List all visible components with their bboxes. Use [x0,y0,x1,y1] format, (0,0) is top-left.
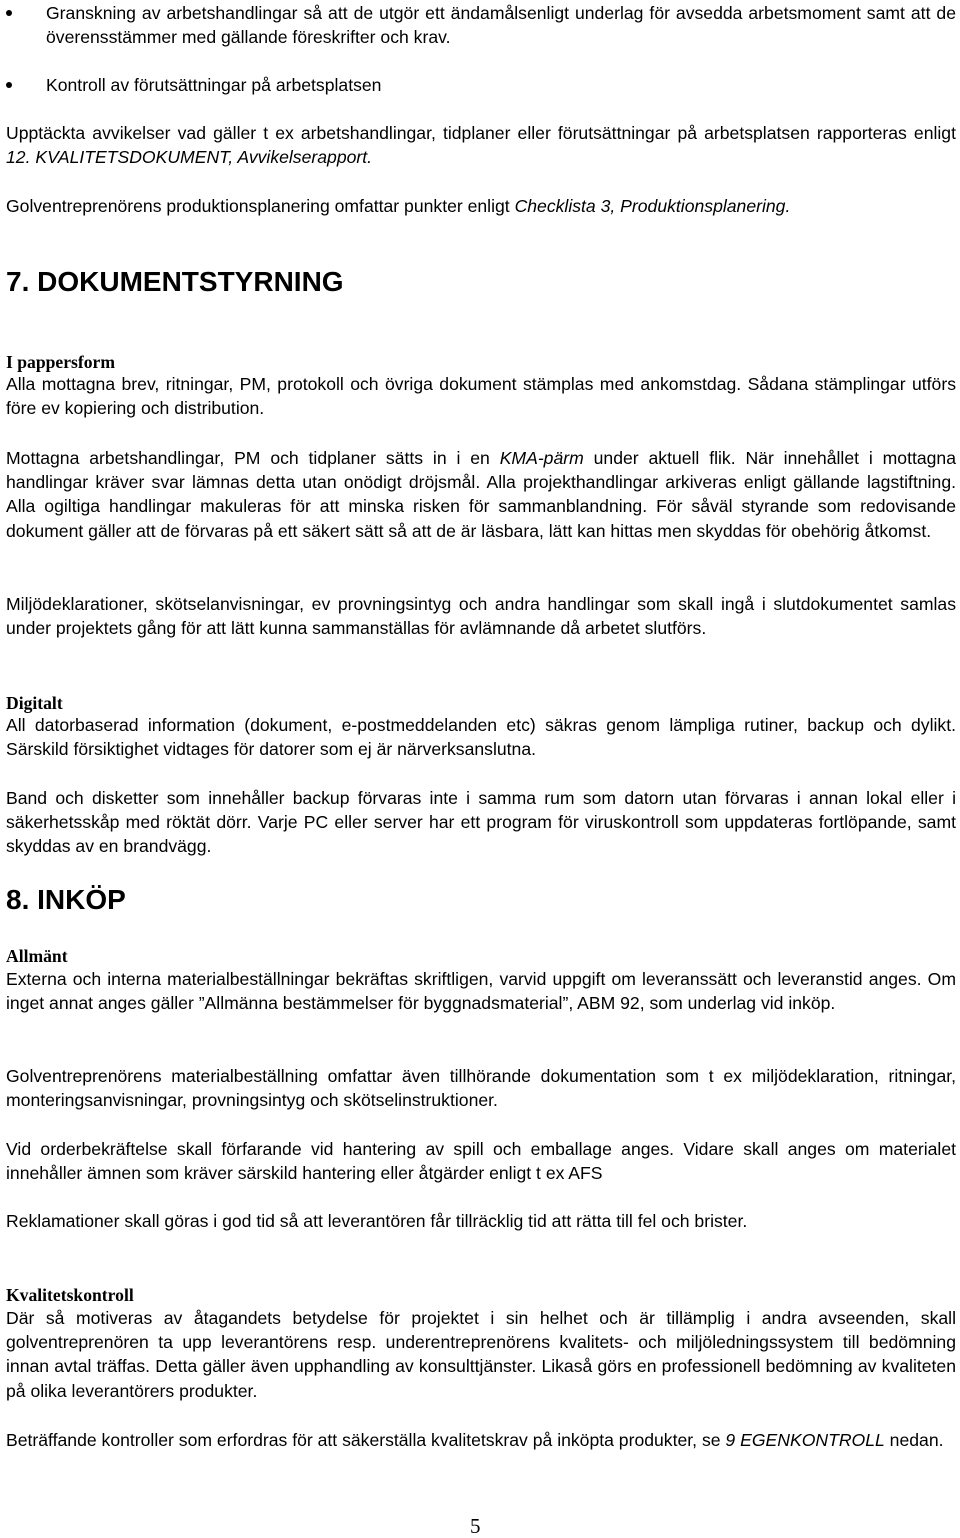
document-reference: 12. KVALITETSDOKUMENT, Avvikelserapport. [6,147,373,168]
paragraph: Där så motiveras av åtagandets betydelse för projektet i sin helhet och är tillämplig i andra avseenden, skall golventreprenören ta upp leverantörens resp. underentreprenörens kvalitets- och miljöledningssystem till bedömning innan avtal träffas. Detta gäller även upphandling av konsulttjänster. Likaså görs en professionell bedömning av kvaliteten på olika leverantörers produkter. [6,1308,956,1401]
document-reference: Checklista 3, Produktionsplanering. [514,196,791,216]
paragraph: All datorbaserad information (dokument, e-postmeddelanden etc) säkras genom lämpliga rutiner, backup och dylikt. Särskild försiktighet vidtages för datorer som ej är närverksanslutna. [6,715,956,760]
list-item [6,1,956,49]
paragraph: Vid orderbekräftelse skall förfarande vid hantering av spill och emballage anges. Vidare skall anges om materialet innehåller ämnen som kräver särskild hantering eller åtgärder enligt t ex AFS [6,1139,956,1184]
section-heading: 7. DOKUMENTSTYRNING [6,266,344,297]
subheading: Kvalitetskontroll [6,1285,134,1305]
paragraph: Beträffande kontroller som erfordras för att säkerställa kvalitetskrav på inköpta produkter, se 9 EGENKONTROLL nedan. [6,1430,944,1450]
bullet-text: Kontroll av förutsättningar på arbetsplatsen [46,75,382,95]
subheading: Allmänt [6,946,68,966]
document-reference: KMA-pärm [499,448,584,468]
paragraph: Reklamationer skall göras i god tid så att leverantören får tillräcklig tid att rätta till fel och brister. [6,1211,748,1231]
paragraph-avvikelser: Upptäckta avvikelser vad gäller t ex arbetshandlingar, tidplaner eller förutsättningar på arbetsplatsen rapporteras enligt 12. KVALITETSDOKUMENT, Avvikelserapport. [6,123,956,168]
bullet-icon [6,82,12,88]
paragraph: Band och disketter som innehåller backup förvaras inte i samma rum som datorn utan förvaras i annan lokal eller i säkerhetsskåp med röktät dörr. Varje PC eller server har ett program för viruskontroll som uppdateras fortlöpande, samt skyddas av en brandvägg. [6,788,956,857]
paragraph: Alla mottagna brev, ritningar, PM, protokoll och övriga dokument stämplas med ankomstdag. Sådana stämplingar utförs före ev kopiering och distribution. [6,374,956,419]
section-heading: 8. INKÖP [6,884,126,915]
paragraph: Golventreprenörens materialbeställning omfattar även tillhörande dokumentation som t ex miljödeklaration, ritningar, monteringsanvisningar, provningsintyg och skötselinstruktioner. [6,1066,956,1111]
subheading: Digitalt [6,693,63,713]
page-number: 5 [470,1514,481,1538]
subheading: I pappersform [6,352,115,372]
document-reference: 9 EGENKONTROLL [725,1430,885,1450]
paragraph: Miljödeklarationer, skötselanvisningar, ev provningsintyg och andra handlingar som skall ingå i slutdokumentet samlas under projektets gång för att lätt kunna sammanställas för avlämnande då arbetet slutförs. [6,594,956,639]
paragraph: Externa och interna materialbeställningar bekräftas skriftligen, varvid uppgift om leveranssätt och leveranstid anges. Om inget annat anges gäller ”Allmänna bestämmelser för byggnadsmaterial”, ABM 92, som underlag vid inköp. [6,969,956,1014]
paragraph: Mottagna arbetshandlingar, PM och tidplaner sätts in i en KMA-pärm under aktuell flik. När innehållet i mottagna handlingar kräver svar lämnas detta utan onödigt dröjsmål. Alla projekthandlingar arkiveras enligt gällande lagstiftning. Alla ogiltiga handlingar makuleras för att minska risken för sammanblandning. För såväl styrande som redovisande dokument gäller att de förvaras på ett säkert sätt så att de är läsbara, lätt kan hittas men skyddas för obehörig åtkomst. [6,448,956,541]
list-item [6,73,956,97]
bullet-icon [6,10,12,16]
bullet-text: Granskning av arbetshandlingar så att de utgör ett ändamålsenligt underlag för avsedda arbetsmoment samt att de överensstämmer med gällande föreskrifter och krav. [46,3,956,48]
paragraph-produktion: Golventreprenörens produktionsplanering omfattar punkter enligt Checklista 3, Produktionsplanering. [6,196,791,216]
